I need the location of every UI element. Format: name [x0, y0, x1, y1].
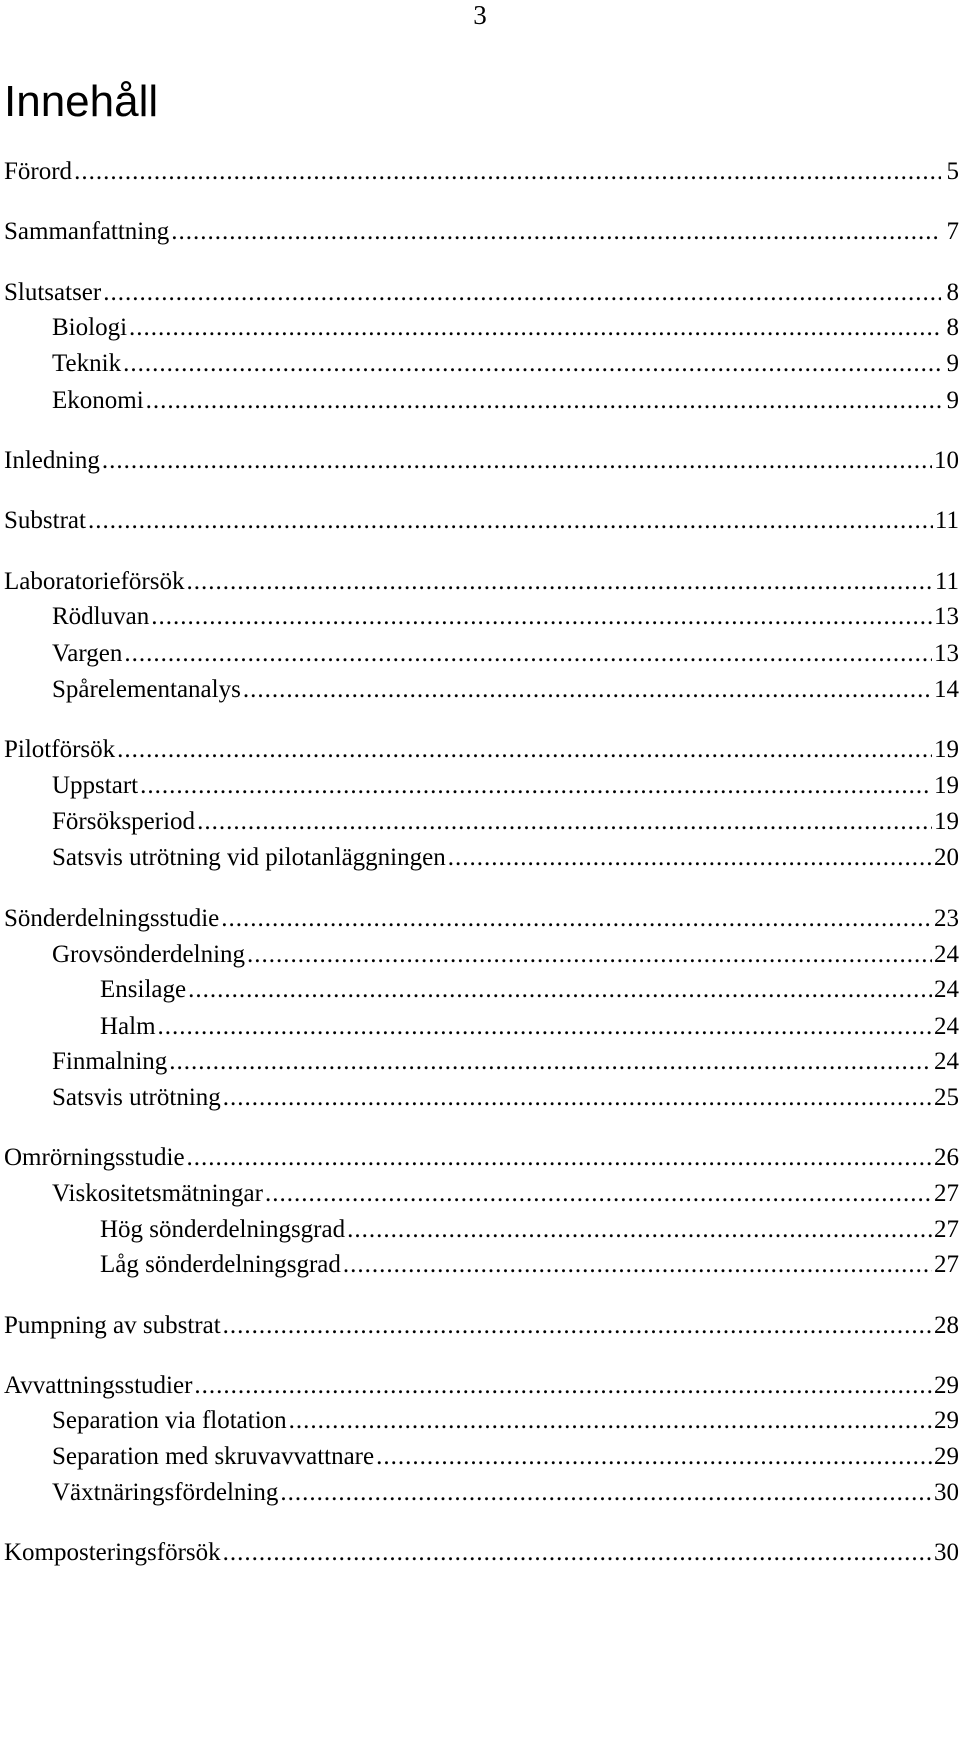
- toc-entry-label: Halm: [100, 1013, 156, 1040]
- toc-leader-dots: [129, 308, 941, 348]
- toc-entry-label: Ensilage: [100, 976, 187, 1003]
- toc-entry-label: Pilotförsök: [4, 736, 116, 763]
- toc-entry[interactable]: [4, 308, 959, 348]
- toc-leader-dots: [223, 1533, 932, 1573]
- toc-entry-page: 26: [934, 1144, 959, 1171]
- toc-leader-dots: [221, 899, 932, 939]
- toc-entry-label: Viskositetsmätningar: [52, 1180, 263, 1207]
- toc-entry-label: Satsvis utrötning vid pilotanläggningen: [52, 844, 446, 871]
- toc-entry-page: 19: [934, 736, 959, 763]
- toc-leader-dots: [140, 766, 932, 806]
- toc-leader-dots: [347, 1210, 932, 1250]
- toc-entry[interactable]: [4, 344, 959, 384]
- toc-entry-label: Satsvis utrötning: [52, 1084, 221, 1111]
- toc-entry-page: 30: [934, 1539, 959, 1566]
- toc-entry[interactable]: [4, 766, 959, 806]
- toc-leader-dots: [169, 1042, 932, 1082]
- toc-entry-page: 24: [934, 1048, 959, 1075]
- toc-entry-label: Grovsönderdelning: [52, 941, 246, 968]
- toc-entry-label: Uppstart: [52, 772, 139, 799]
- toc-entry-page: 30: [934, 1479, 959, 1506]
- toc-entry-label: Separation med skruvavvattnare: [52, 1443, 375, 1470]
- toc-leader-dots: [151, 597, 932, 637]
- toc-entry-label: Pumpning av substrat: [4, 1312, 221, 1339]
- toc-leader-dots: [280, 1473, 932, 1513]
- toc-entry-label: Ekonomi: [52, 387, 144, 414]
- toc-leader-dots: [102, 441, 932, 481]
- toc-entry[interactable]: [4, 381, 959, 421]
- toc-entry[interactable]: [4, 1366, 959, 1406]
- toc-entry-page: 29: [934, 1372, 959, 1399]
- toc-leader-dots: [448, 838, 932, 878]
- toc-entry-label: Hög sönderdelningsgrad: [100, 1216, 346, 1243]
- toc-entry-label: Komposteringsförsök: [4, 1539, 221, 1566]
- toc-entry-label: Spårelementanalys: [52, 676, 241, 703]
- toc-leader-dots: [158, 1007, 932, 1047]
- toc-entry-label: Inledning: [4, 447, 100, 474]
- toc-entry-page: 24: [934, 1013, 959, 1040]
- toc-entry[interactable]: [4, 1401, 959, 1441]
- toc-entry-label: Försöksperiod: [52, 808, 196, 835]
- toc-entry[interactable]: [4, 935, 959, 975]
- toc-entry[interactable]: [4, 1306, 959, 1346]
- toc-entry[interactable]: [4, 1042, 959, 1082]
- toc-leader-dots: [188, 970, 932, 1010]
- toc-entry[interactable]: [4, 1437, 959, 1477]
- toc-entry-page: 11: [934, 568, 959, 595]
- toc-leader-dots: [289, 1401, 932, 1441]
- toc-entry-page: 20: [934, 844, 959, 871]
- toc-entry-page: 27: [934, 1180, 959, 1207]
- toc-entry-page: 23: [934, 905, 959, 932]
- toc-entry-label: Sammanfattning: [4, 218, 170, 245]
- toc-entry-page: 25: [934, 1084, 959, 1111]
- toc-entry[interactable]: [4, 1210, 959, 1250]
- toc-entry[interactable]: [4, 1473, 959, 1513]
- toc-entry[interactable]: [4, 441, 959, 481]
- toc-entry-page: 5: [946, 158, 959, 185]
- page-title: Innehåll: [4, 77, 159, 126]
- toc-leader-dots: [123, 344, 941, 384]
- toc-entry-page: 19: [934, 772, 959, 799]
- toc-entry[interactable]: [4, 1078, 959, 1118]
- toc-entry-label: Separation via flotation: [52, 1407, 287, 1434]
- toc-entry-page: 8: [946, 279, 959, 306]
- toc-leader-dots: [243, 670, 932, 710]
- toc-entry-page: 24: [934, 976, 959, 1003]
- toc-entry-page: 13: [934, 603, 959, 630]
- toc-entry-page: 9: [946, 350, 959, 377]
- toc-entry-label: Biologi: [52, 314, 128, 341]
- toc-entry-page: 24: [934, 941, 959, 968]
- page-number: 3: [473, 0, 487, 30]
- toc-entry-page: 14: [934, 676, 959, 703]
- toc-entry-label: Laboratorieförsök: [4, 568, 185, 595]
- toc-leader-dots: [88, 501, 933, 541]
- toc-entry[interactable]: [4, 562, 959, 602]
- toc-entry-label: Förord: [4, 158, 73, 185]
- toc-leader-dots: [197, 802, 932, 842]
- toc-entry[interactable]: [4, 899, 959, 939]
- toc-entry[interactable]: [4, 212, 959, 252]
- toc-leader-dots: [376, 1437, 932, 1477]
- toc-entry[interactable]: [4, 152, 959, 192]
- toc-entry-page: 10: [934, 447, 959, 474]
- toc-leader-dots: [194, 1366, 932, 1406]
- toc-entry[interactable]: [4, 1138, 959, 1178]
- toc-entry-page: 19: [934, 808, 959, 835]
- toc-leader-dots: [343, 1245, 932, 1285]
- toc-entry[interactable]: [4, 1174, 959, 1214]
- toc-entry[interactable]: [4, 670, 959, 710]
- toc-entry-page: 29: [934, 1407, 959, 1434]
- toc-entry[interactable]: [4, 802, 959, 842]
- toc-entry-label: Rödluvan: [52, 603, 150, 630]
- toc-entry-label: Omrörningsstudie: [4, 1144, 185, 1171]
- toc-entry[interactable]: [4, 634, 959, 674]
- toc-entry-page: 29: [934, 1443, 959, 1470]
- toc-entry[interactable]: [4, 838, 959, 878]
- toc-entry-page: 27: [934, 1251, 959, 1278]
- toc-leader-dots: [223, 1078, 932, 1118]
- toc-leader-dots: [171, 212, 941, 252]
- toc-leader-dots: [265, 1174, 932, 1214]
- toc-entry-label: Slutsatser: [4, 279, 102, 306]
- toc-entry-label: Låg sönderdelningsgrad: [100, 1251, 341, 1278]
- toc-entry[interactable]: [4, 730, 959, 770]
- toc-leader-dots: [247, 935, 932, 975]
- toc-entry-page: 8: [946, 314, 959, 341]
- toc-leader-dots: [186, 562, 932, 602]
- toc-leader-dots: [146, 381, 941, 421]
- toc-entry-page: 9: [946, 387, 959, 414]
- toc-entry-page: 28: [934, 1312, 959, 1339]
- toc-entry-label: Sönderdelningsstudie: [4, 905, 220, 932]
- toc-entry-label: Vargen: [52, 640, 123, 667]
- toc-leader-dots: [74, 152, 941, 192]
- toc-entry[interactable]: [4, 1007, 959, 1047]
- toc-entry-page: 11: [934, 507, 959, 534]
- toc-entry[interactable]: [4, 970, 959, 1010]
- toc-entry[interactable]: [4, 1533, 959, 1573]
- toc-leader-dots: [187, 1138, 932, 1178]
- toc-leader-dots: [103, 273, 941, 313]
- toc-entry-page: 7: [946, 218, 959, 245]
- toc-entry[interactable]: [4, 273, 959, 313]
- toc-leader-dots: [124, 634, 932, 674]
- toc-entry-label: Finmalning: [52, 1048, 168, 1075]
- toc-entry-label: Substrat: [4, 507, 86, 534]
- toc-entry-page: 13: [934, 640, 959, 667]
- toc-leader-dots: [117, 730, 932, 770]
- toc-leader-dots: [223, 1306, 932, 1346]
- toc-entry[interactable]: [4, 597, 959, 637]
- toc-entry-label: Växtnäringsfördelning: [52, 1479, 279, 1506]
- toc-entry-label: Avvattningsstudier: [4, 1372, 193, 1399]
- toc-entry[interactable]: [4, 501, 959, 541]
- toc-entry[interactable]: [4, 1245, 959, 1285]
- toc-entry-label: Teknik: [52, 350, 122, 377]
- toc-entry-page: 27: [934, 1216, 959, 1243]
